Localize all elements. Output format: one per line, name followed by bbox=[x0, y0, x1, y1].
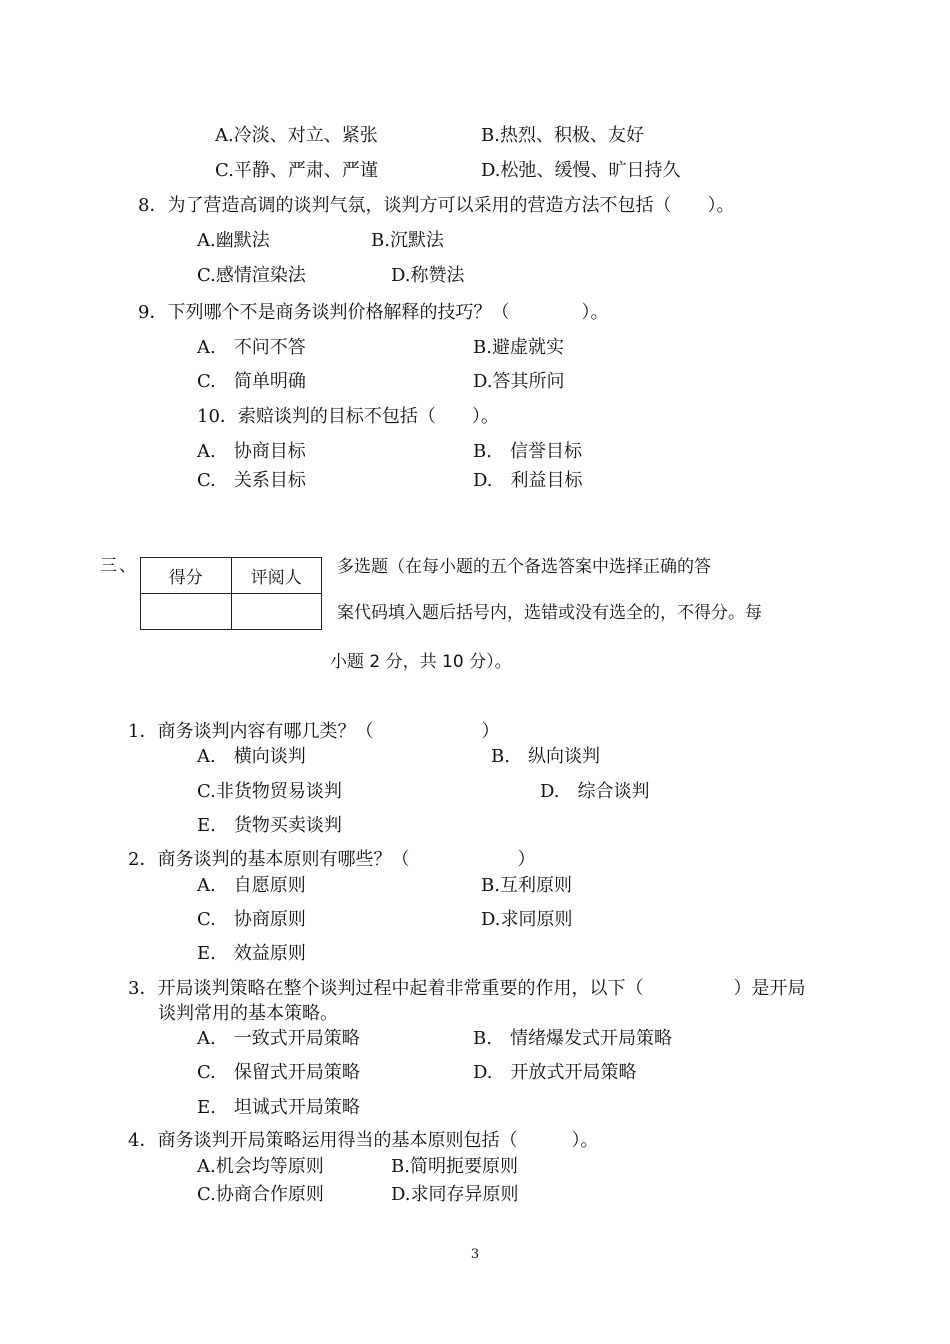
reviewer-header: 评阅人 bbox=[231, 558, 322, 594]
m2-option-a: A. 自愿原则 bbox=[197, 875, 306, 896]
q7-option-c: C.平静、严肃、严谨 bbox=[215, 160, 378, 181]
m1-option-a: A. 横向谈判 bbox=[197, 746, 306, 767]
section-3-number: 三、 bbox=[100, 556, 138, 576]
m2-option-d: D.求同原则 bbox=[481, 909, 573, 930]
m3-option-d: D. 开放式开局策略 bbox=[473, 1062, 637, 1083]
q8-option-a: A.幽默法 bbox=[197, 230, 270, 251]
multi-question-3-stem-line2: 谈判常用的基本策略。 bbox=[158, 1003, 338, 1024]
m2-option-e: E. 效益原则 bbox=[197, 943, 306, 964]
q9-option-d: D.答其所问 bbox=[473, 371, 565, 392]
m2-option-c: C. 协商原则 bbox=[197, 909, 306, 930]
m1-option-b: B. 纵向谈判 bbox=[491, 746, 600, 767]
score-cell[interactable] bbox=[141, 594, 232, 630]
q10-option-a: A. 协商目标 bbox=[197, 441, 306, 462]
m4-option-d: D.求同存异原则 bbox=[391, 1184, 519, 1205]
m3-option-e: E. 坦诚式开局策略 bbox=[197, 1097, 360, 1118]
multi-question-2-stem: 2．商务谈判的基本原则有哪些？（ ） bbox=[128, 849, 536, 870]
m4-option-c: C.协商合作原则 bbox=[197, 1184, 324, 1205]
question-8-stem: 8．为了营造高调的谈判气氛，谈判方可以采用的营造方法不包括（ ）。 bbox=[138, 195, 735, 216]
q7-option-a: A.冷淡、对立、紧张 bbox=[215, 125, 378, 146]
m4-option-a: A.机会均等原则 bbox=[197, 1156, 324, 1177]
m1-option-e: E. 货物买卖谈判 bbox=[197, 815, 342, 836]
q7-option-d: D.松弛、缓慢、旷日持久 bbox=[481, 160, 681, 181]
q8-option-d: D.称赞法 bbox=[391, 265, 465, 286]
multi-question-3-stem-line1: 3．开局谈判策略在整个谈判过程中起着非常重要的作用，以下（ ）是开局 bbox=[128, 978, 806, 999]
m3-option-a: A. 一致式开局策略 bbox=[197, 1028, 360, 1049]
page-number: 3 bbox=[470, 1247, 480, 1262]
q9-option-b: B.避虚就实 bbox=[473, 337, 564, 358]
section-3-instruction-line1: 多选题（在每小题的五个备选答案中选择正确的答 bbox=[337, 557, 711, 577]
multi-question-1-stem: 1．商务谈判内容有哪几类？（ ） bbox=[128, 721, 500, 742]
question-9-stem: 9．下列哪个不是商务谈判价格解释的技巧？（ ）。 bbox=[138, 302, 609, 323]
q10-option-c: C. 关系目标 bbox=[197, 470, 306, 491]
section-3-instruction-line2: 案代码填入题后括号内，选错或没有选全的，不得分。每 bbox=[337, 603, 762, 623]
q10-option-b: B. 信誉目标 bbox=[473, 441, 582, 462]
q7-option-b: B.热烈、积极、友好 bbox=[481, 125, 644, 146]
multi-question-4-stem: 4．商务谈判开局策略运用得当的基本原则包括（ ）。 bbox=[128, 1130, 599, 1151]
q10-option-d: D. 利益目标 bbox=[473, 470, 583, 491]
q8-option-c: C.感情渲染法 bbox=[197, 265, 306, 286]
q9-option-a: A. 不问不答 bbox=[197, 337, 306, 358]
score-table bbox=[140, 557, 322, 630]
reviewer-cell[interactable] bbox=[231, 594, 322, 630]
q8-option-b: B.沉默法 bbox=[371, 230, 444, 251]
m1-option-d: D. 综合谈判 bbox=[540, 781, 650, 802]
q9-option-c: C. 简单明确 bbox=[197, 371, 306, 392]
m3-option-b: B. 情绪爆发式开局策略 bbox=[473, 1028, 672, 1049]
section-3-instruction-line3: 小题 2 分，共 10 分）。 bbox=[330, 652, 512, 672]
m3-option-c: C. 保留式开局策略 bbox=[197, 1062, 360, 1083]
m1-option-c: C.非货物贸易谈判 bbox=[197, 781, 342, 802]
m2-option-b: B.互利原则 bbox=[481, 875, 572, 896]
question-10-stem: 10．索赔谈判的目标不包括（ ）。 bbox=[197, 406, 499, 427]
score-header: 得分 bbox=[141, 558, 232, 594]
m4-option-b: B.简明扼要原则 bbox=[391, 1156, 518, 1177]
